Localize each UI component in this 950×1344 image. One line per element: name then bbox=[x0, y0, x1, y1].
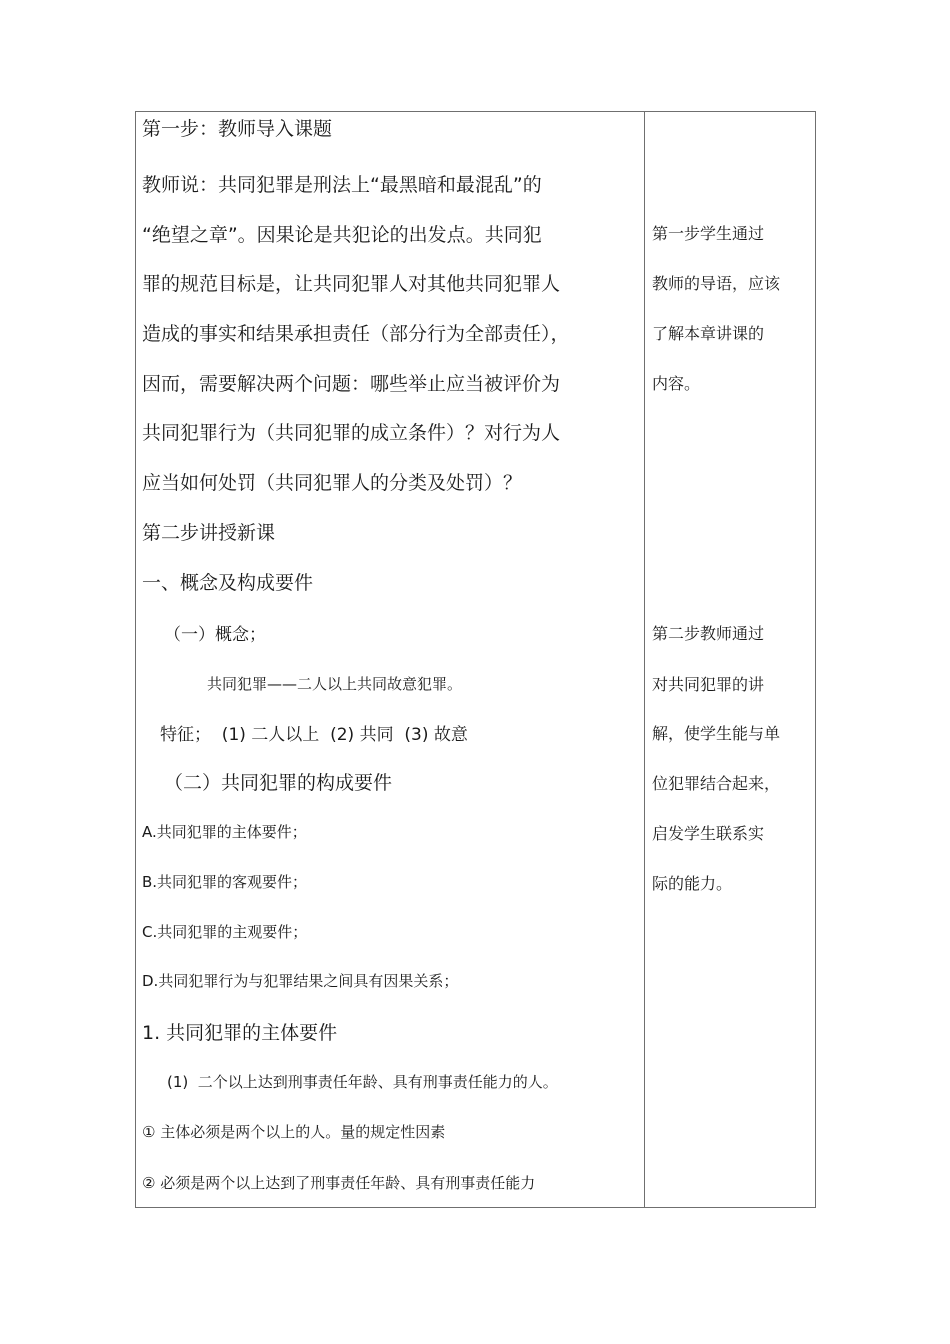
intro-line: 造成的事实和结果承担责任（部分行为全部责任）， bbox=[142, 323, 570, 345]
sub2-title: （二）共同犯罪的构成要件 bbox=[164, 772, 393, 794]
item1-title: 1. 共同犯罪的主体要件 bbox=[142, 1022, 338, 1044]
side-note-line: 第二步教师通过 bbox=[652, 624, 765, 643]
side-note-line: 位犯罪结合起来， bbox=[652, 774, 781, 793]
side-note-line: 教师的导语，应该 bbox=[652, 274, 781, 293]
point-item: ① 主体必须是两个以上的人。量的规定性因素 bbox=[142, 1123, 446, 1141]
element-item: C.共同犯罪的主观要件； bbox=[142, 923, 308, 941]
step1-title: 第一步：教师导入课题 bbox=[142, 118, 333, 140]
side-note-line: 启发学生联系实 bbox=[652, 824, 765, 843]
side-note-line: 对共同犯罪的讲 bbox=[652, 675, 765, 694]
intro-line: 应当如何处罚（共同犯罪人的分类及处罚）？ bbox=[142, 472, 523, 494]
intro-line: 因而，需要解决两个问题：哪些举止应当被评价为 bbox=[142, 373, 561, 395]
column-divider bbox=[644, 111, 645, 1208]
item1-sub: (1) 二个以上达到刑事责任年龄、具有刑事责任能力的人。 bbox=[167, 1073, 558, 1091]
side-note-line: 解，使学生能与单 bbox=[652, 724, 781, 743]
intro-line: 共同犯罪行为（共同犯罪的成立条件）？对行为人 bbox=[142, 422, 561, 444]
definition: 共同犯罪——二人以上共同故意犯罪。 bbox=[207, 675, 463, 693]
side-note-line: 内容。 bbox=[652, 374, 701, 393]
sub1-title: （一）概念； bbox=[164, 625, 266, 645]
section1-title: 一、概念及构成要件 bbox=[142, 572, 314, 594]
point-item: ② 必须是两个以上达到了刑事责任年龄、具有刑事责任能力 bbox=[142, 1174, 536, 1192]
element-item: B.共同犯罪的客观要件； bbox=[142, 873, 308, 891]
intro-line: 教师说：共同犯罪是刑法上“最黑暗和最混乱”的 bbox=[142, 174, 542, 196]
features: 特征； (1) 二人以上 (2) 共同 (3) 故意 bbox=[160, 725, 468, 745]
side-note-line: 第一步学生通过 bbox=[652, 224, 765, 243]
step2-title: 第二步讲授新课 bbox=[142, 522, 276, 544]
element-item: A.共同犯罪的主体要件； bbox=[142, 823, 307, 841]
intro-line: “绝望之章”。因果论是共犯论的出发点。共同犯 bbox=[142, 224, 542, 246]
side-note-line: 际的能力。 bbox=[652, 874, 733, 893]
element-item: D.共同犯罪行为与犯罪结果之间具有因果关系； bbox=[142, 972, 459, 990]
side-note-line: 了解本章讲课的 bbox=[652, 324, 765, 343]
intro-line: 罪的规范目标是，让共同犯罪人对其他共同犯罪人 bbox=[142, 273, 561, 295]
